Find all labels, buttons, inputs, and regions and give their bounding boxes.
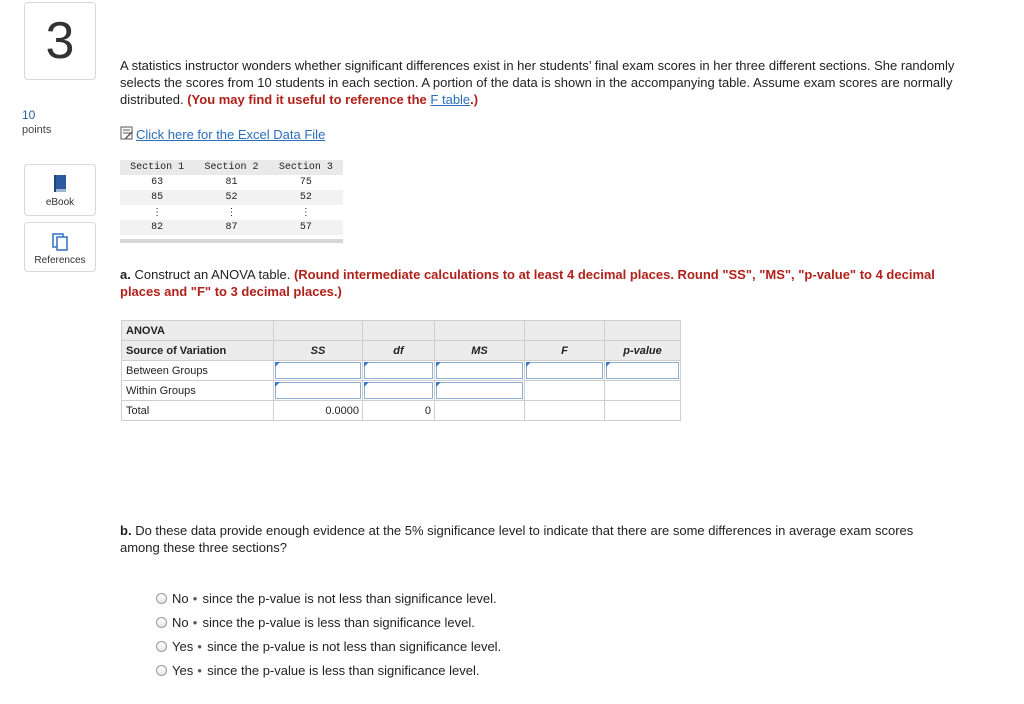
option-4[interactable]: Yes ● since the p-value is less than significance level.: [156, 658, 501, 682]
prompt-hint: (You may find it useful to reference the F table.): [187, 92, 479, 107]
anova-header-f: F: [525, 341, 605, 361]
anova-header-p-value: p-value: [605, 341, 681, 361]
option-reason: since the p-value is not less than significance level.: [202, 590, 497, 606]
option-reason: since the p-value is not less than significance level.: [207, 638, 502, 654]
data-row: 85 52 52: [120, 190, 343, 205]
anova-row-between: Between Groups: [122, 361, 681, 381]
data-header: Section 1: [120, 160, 194, 175]
excel-link-label[interactable]: Click here for the Excel Data File: [136, 127, 326, 142]
between-df-input[interactable]: [364, 362, 433, 379]
data-row: 63 81 75: [151, 177, 312, 188]
anova-row-within: Within Groups: [122, 381, 681, 401]
within-df-input[interactable]: [364, 382, 433, 399]
part-a-prompt: a. Construct an ANOVA table. (Round intermediate calculations to at least 4 decimal places. Round "SS", "MS", "p-value" to 4 decimal places and "F" to 3 decimal places.): [120, 267, 935, 299]
anova-header-ms: MS: [435, 341, 525, 361]
option-answer: Yes: [172, 662, 194, 678]
book-icon: [53, 175, 67, 193]
total-ss-value: 0.0000: [274, 401, 363, 421]
data-header: Section 3: [269, 160, 343, 175]
excel-data-link[interactable]: [120, 126, 325, 143]
references-button[interactable]: [24, 222, 96, 272]
question-number-box: [24, 2, 96, 80]
radio-button[interactable]: [156, 617, 167, 628]
option-3[interactable]: Yes ● since the p-value is not less than significance level.: [156, 634, 501, 658]
points-label: points: [22, 124, 52, 136]
total-df-value: 0: [363, 401, 435, 421]
data-row: ⋮ ⋮ ⋮: [152, 207, 311, 219]
radio-button[interactable]: [156, 593, 167, 604]
answer-options: [156, 586, 501, 682]
anova-title: ANOVA: [122, 321, 274, 341]
within-ss-input[interactable]: [275, 382, 361, 399]
document-icon: [120, 126, 134, 143]
within-ms-input[interactable]: [436, 382, 523, 399]
p-value-input[interactable]: [606, 362, 679, 379]
option-1[interactable]: No ● since the p-value is not less than significance level.: [156, 586, 501, 610]
option-answer: No: [172, 590, 189, 606]
data-table-scrollbar[interactable]: [120, 239, 343, 243]
part-b-prompt: b. Do these data provide enough evidence at the 5% significance level to indicate that there are some differences in average exam scores among these three sections?: [120, 523, 914, 555]
question-prompt: [120, 57, 960, 108]
anova-table: [121, 320, 681, 421]
anova-header-source: Source of Variation: [122, 341, 274, 361]
anova-header-ss: SS: [274, 341, 363, 361]
option-2[interactable]: No ● since the p-value is less than significance level.: [156, 610, 501, 634]
data-row: 82 87 57: [120, 220, 343, 235]
question-number: 3: [45, 12, 75, 70]
data-table: [120, 160, 343, 235]
option-reason: since the p-value is less than significance level.: [207, 662, 480, 678]
anova-row-total: Total 0.0000 0: [122, 401, 681, 421]
ebook-label: eBook: [45, 197, 75, 208]
points-value: 10: [22, 108, 36, 122]
anova-header-df: df: [363, 341, 435, 361]
option-reason: since the p-value is less than significance level.: [202, 614, 475, 630]
radio-button[interactable]: [156, 665, 167, 676]
prompt-text: A statistics instructor wonders whether significant differences exist in her students’ final exam scores in her three different sections. She randomly selects the scores from 10 students in each section. A portion of the data is shown in the accompanying table. Assume exam scores are normally distributed.: [120, 58, 955, 107]
option-answer: No: [172, 614, 189, 630]
f-input[interactable]: [526, 362, 603, 379]
option-answer: Yes: [172, 638, 194, 654]
f-table-link[interactable]: F table: [430, 92, 471, 107]
data-header: Section 2: [194, 160, 268, 175]
references-label: References: [34, 255, 86, 266]
radio-button[interactable]: [156, 641, 167, 652]
between-ms-input[interactable]: [436, 362, 523, 379]
references-icon: [52, 233, 68, 251]
part-a-instruction: (Round intermediate calculations to at least 4 decimal places. Round "SS", "MS", "p-value" to 4 decimal places and "F" to 3 decimal places.): [120, 267, 935, 299]
ebook-button[interactable]: [24, 164, 96, 216]
between-ss-input[interactable]: [275, 362, 361, 379]
